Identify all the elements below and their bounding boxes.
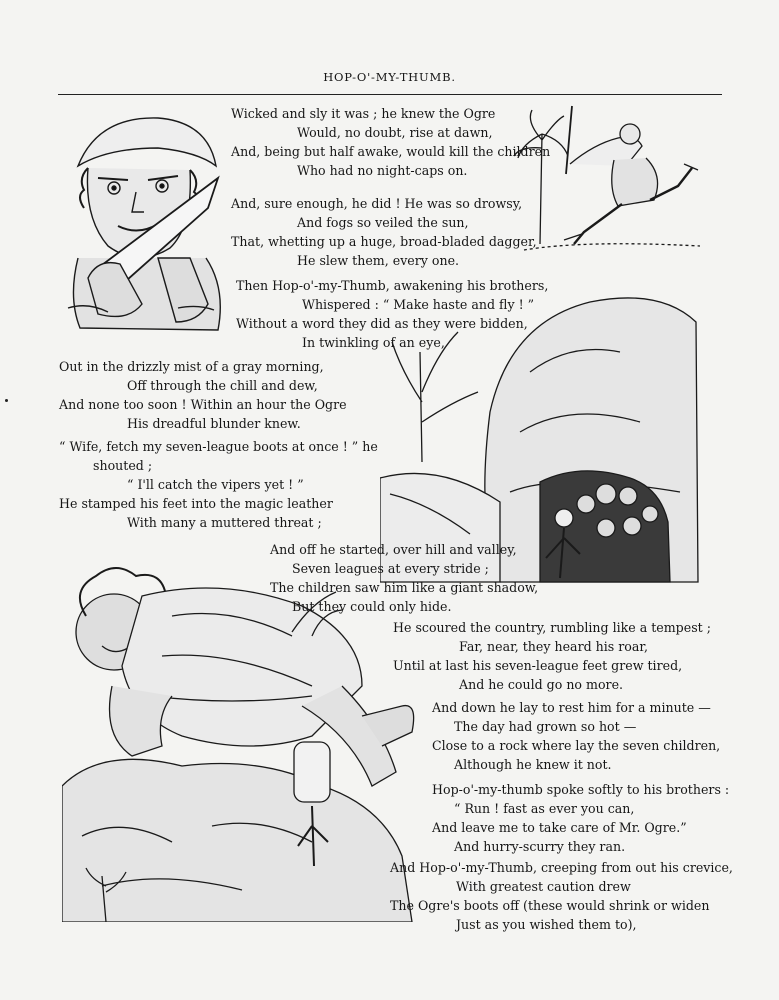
verse-line: Hop-o'-my-thumb spoke softly to his brothers : [432,782,730,797]
verse-line: And down he lay to rest him for a minute — [432,700,711,715]
running-head: HOP-O'-MY-THUMB. [323,70,456,84]
verse-line: Would, no doubt, rise at dawn, [297,125,493,140]
verse-line: Far, near, they heard his roar, [459,639,649,654]
illustration-ogre-dagger [58,108,228,336]
verse-line: And he could go no more. [459,677,624,692]
verse-line: “ Run ! fast as ever you can, [454,801,635,816]
stanza-10 [390,858,733,934]
verse-line: But they could only hide. [292,599,452,614]
stanza-8 [432,698,720,774]
header-rule [58,94,722,95]
verse-line: And none too soon ! Within an hour the Ogre [59,397,347,412]
verse-line: And leave me to take care of Mr. Ogre.” [432,820,687,835]
stanza-1 [231,104,550,180]
verse-line: The day had grown so hot — [454,719,637,734]
verse-line: Off through the chill and dew, [127,378,318,393]
verse-line: And fogs so veiled the sun, [297,215,469,230]
verse-line: And hurry-scurry they ran. [454,839,626,854]
stanza-5 [59,437,378,532]
verse-line: And off he started, over hill and valley, [270,542,517,557]
stanza-7 [393,618,711,694]
verse-line: And, being but half awake, would kill the children [231,144,551,159]
verse-line: Just as you wished them to), [456,917,637,932]
verse-line: In twinkling of an eye, [302,335,445,350]
verse-line: With many a muttered threat ; [127,515,322,530]
verse-line: And, sure enough, he did ! He was so drowsy, [231,196,523,211]
verse-line: Although he knew it not. [454,757,612,772]
verse-line: Close to a rock where lay the seven children, [432,738,721,753]
stanza-9 [432,780,729,856]
verse-line: “ Wife, fetch my seven-league boots at once ! ” he [59,439,378,454]
stanza-4 [59,357,347,433]
verse-line: And Hop-o'-my-Thumb, creeping from out his crevice, [390,860,733,875]
stanza-6 [270,540,538,616]
verse-line: He scoured the country, rumbling like a tempest ; [393,620,711,635]
stanza-3 [236,276,548,352]
verse-line: Wicked and sly it was ; he knew the Ogre [231,106,496,121]
verse-line: Seven leagues at every stride ; [292,561,489,576]
ink-speck [5,399,8,402]
verse-line: Then Hop-o'-my-Thumb, awakening his brothers, [236,278,549,293]
stanza-2 [231,194,537,270]
verse-line: Out in the drizzly mist of a gray morning, [59,359,324,374]
verse-line: “ I'll catch the vipers yet ! ” [127,477,304,492]
verse-line: Until at last his seven-league feet grew tired, [393,658,683,673]
verse-line: shouted ; [93,458,153,473]
verse-line: The Ogre's boots off (these would shrink or widen [390,898,710,913]
verse-line: With greatest caution drew [456,879,631,894]
verse-line: He stamped his feet into the magic leather [59,496,333,511]
verse-line: Who had no night-caps on. [297,163,468,178]
verse-line: That, whetting up a huge, broad-bladed dagger, [231,234,537,249]
verse-line: Whispered : “ Make haste and fly ! ” [302,297,535,312]
verse-line: He slew them, every one. [297,253,460,268]
verse-line: His dreadful blunder knew. [127,416,301,431]
verse-line: The children saw him like a giant shadow, [270,580,539,595]
ogre-dagger-drawing [58,108,228,336]
verse-line: Without a word they did as they were bidden, [236,316,528,331]
